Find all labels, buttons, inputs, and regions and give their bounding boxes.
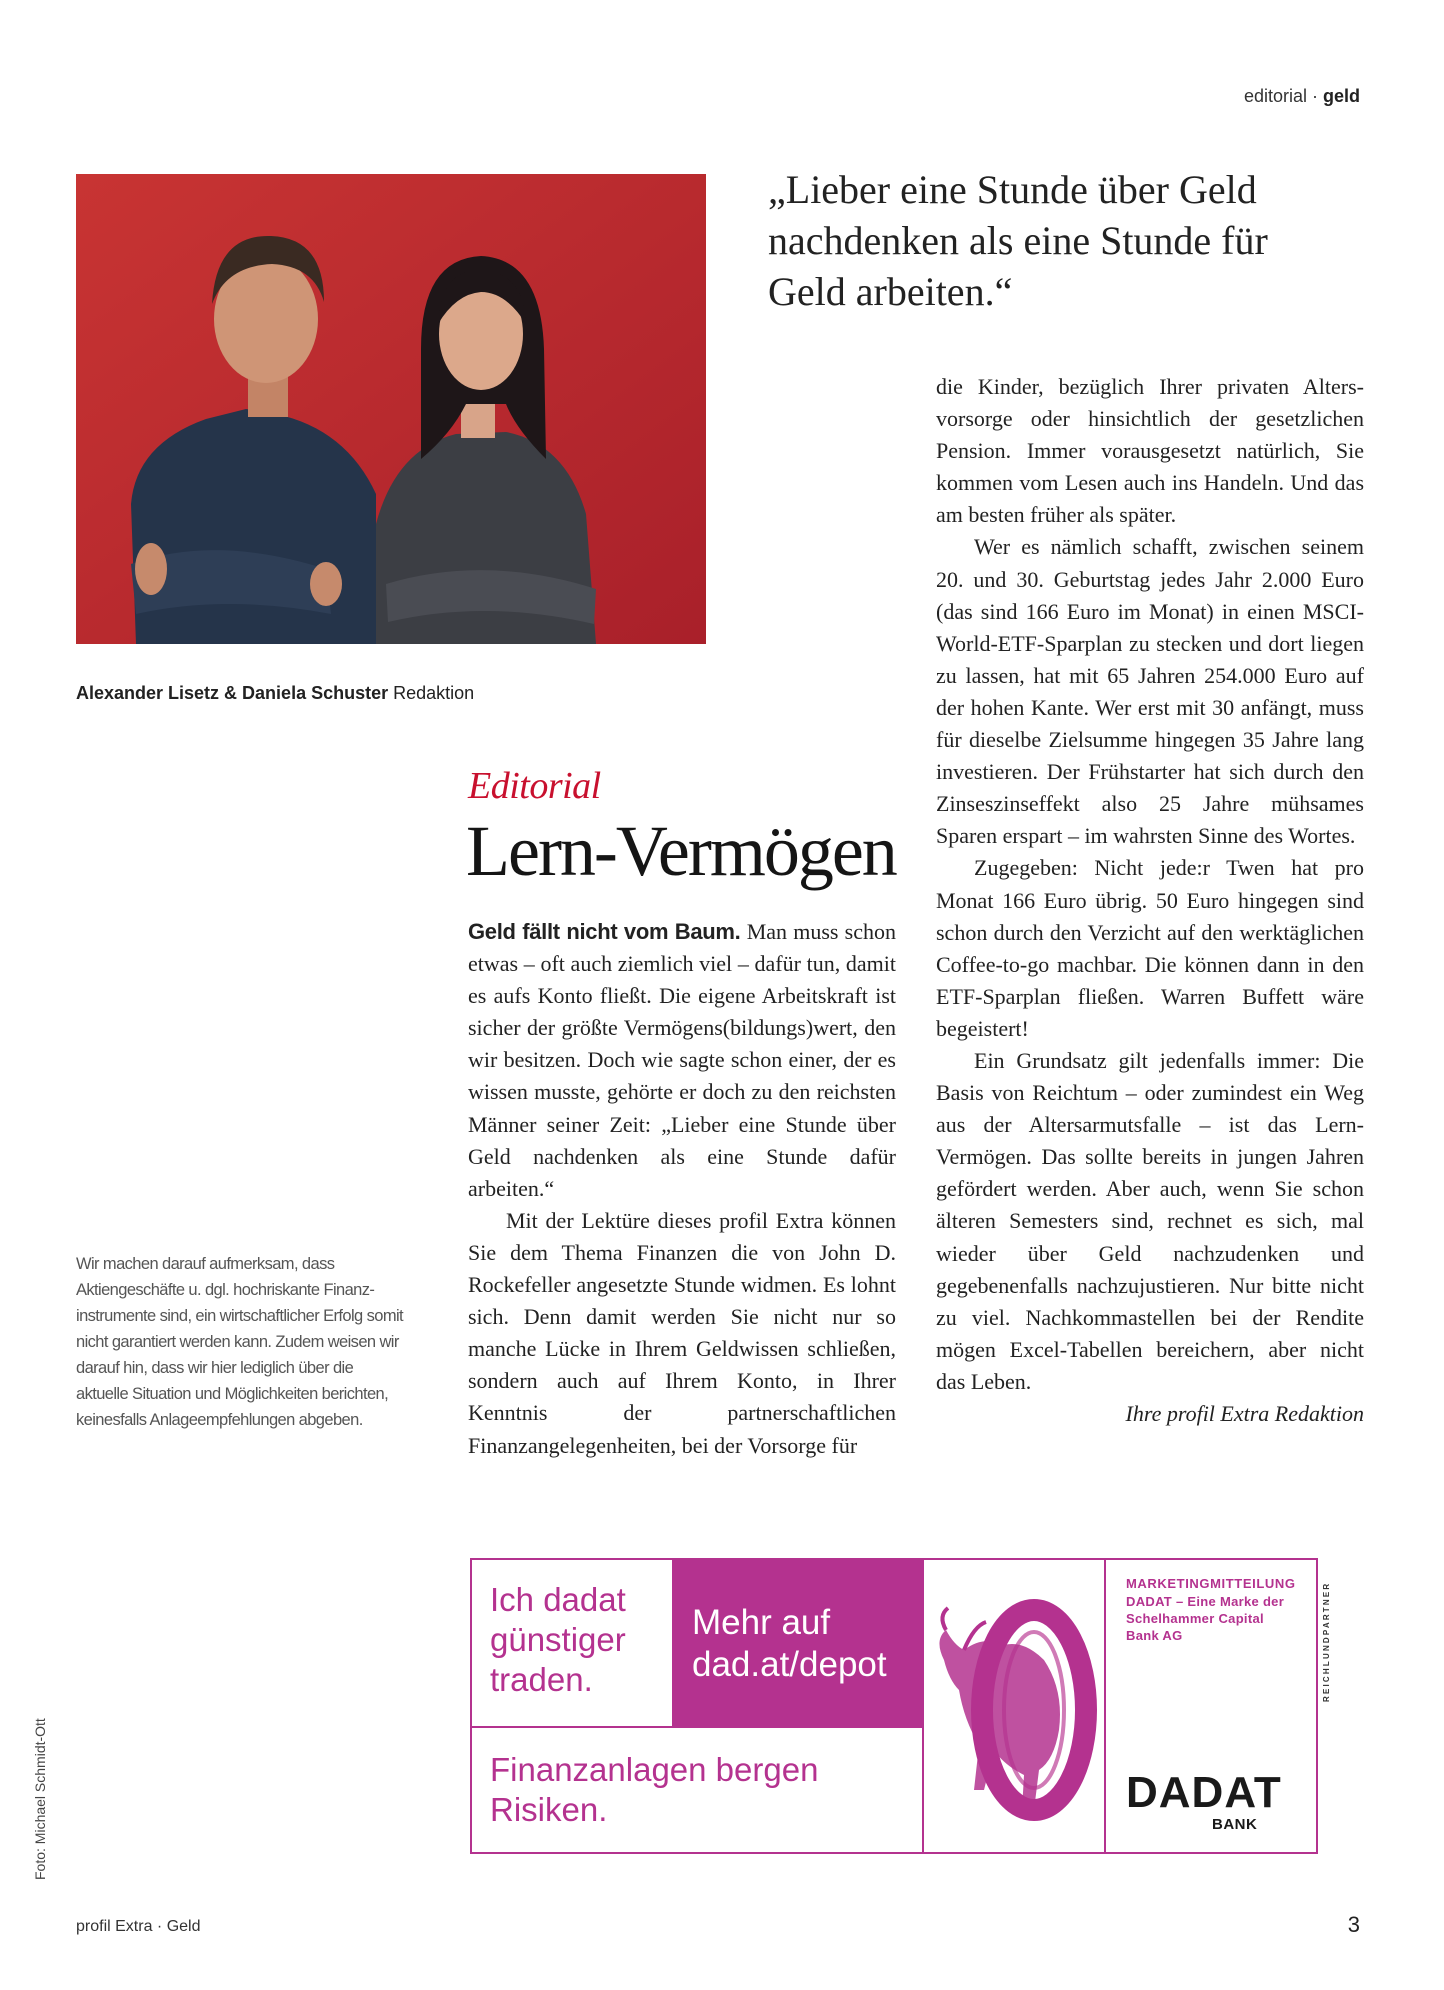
article-paragraph xyxy=(468,916,896,1205)
agency-credit xyxy=(1322,1552,1336,1712)
bull-illustration xyxy=(924,1560,1106,1852)
article-kicker: Editorial xyxy=(468,765,601,807)
ad-cta[interactable]: Mehr auf dad.at/depot xyxy=(674,1560,924,1728)
agency-credit-text: REICHLUNDPARTNER xyxy=(1322,1581,1331,1702)
caption-names: Alexander Lisetz & Daniela Schuster xyxy=(76,683,389,703)
editors-photo xyxy=(76,174,706,644)
ad-risk-notice: Finanzanlagen bergen Risiken. xyxy=(472,1728,924,1852)
section-tag: editorial · geld xyxy=(1243,86,1360,106)
dadat-advertisement[interactable] xyxy=(470,1558,1318,1854)
article-lead: Geld fällt nicht vom Baum. xyxy=(468,919,741,944)
article-paragraph: Mit der Lektüre dieses profil Extra können Sie dem Thema Finanzen die von John D. Rockefeller angesetzte Stunde widmen. Es lohnt sich. Denn damit werden Sie nicht nur so manche Lücke in Ihrem Geldwissen schließen, sondern auch auf Ihrem Konto, in Ihrer Kenntnis der partnerschaftlichen Finanzangelegenheiten, bei der Vorsorge für xyxy=(468,1207,896,1458)
article-paragraph: Wer es nämlich schafft, zwischen seinem 20. und 30. Geburtstag jedes Jahr 2.000 Euro (das sind 166 Euro im Monat) in einen MSCI-World-ETF-Sparplan zu stecken und dort liegen zu lassen, hat mit 65 Jahren 254.000 Euro auf der hohen Kante. Wer erst mit 30 anfängt, muss für dieselbe Zielsumme hingegen 35 Jahre lang investieren. Der Frühstarter hat sich durch den Zinseszinseffekt also 25 Jahre mühsames Sparen erspart – im wahrsten Sinne des Wortes. xyxy=(936,534,1364,849)
article-paragraph: Zugegeben: Nicht jede:r Twen hat pro Monat 166 Euro übrig. 50 Euro hingegen sind schon durch den Verzicht auf den werktäglichen Coffee-to-go machbar. Die können dann in den ETF-Sparplan fließen. Warren Buffett wäre begeistert! xyxy=(936,855,1364,1041)
photo-caption xyxy=(76,683,474,704)
dadat-logo[interactable]: DADAT xyxy=(1126,1768,1282,1817)
article-paragraph-text: Man muss schon etwas – oft auch ziemlich viel – dafür tun, damit es aufs Konto fließt. Die eigene Arbeitskraft ist sicher der größte Vermögens(bildungs)wert, den wir besitzen. Doch wie sagte schon einer, der es wissen musste, gehörte er doch zu den reichsten Männer seiner Zeit: „Lieber eine Stunde über Geld nachdenken als eine Stunde dafür arbeiten.“ xyxy=(468,919,896,1201)
pull-quote: „Lieber eine Stunde über Geld nachdenken als eine Stunde für Geld arbeiten.“ xyxy=(768,167,1268,314)
caption-role: Redaktion xyxy=(393,683,475,703)
ad-slogan: Ich dadat günstiger traden. xyxy=(472,1560,674,1728)
photo-credit: Foto: Michael Schmidt-Ott xyxy=(32,1718,48,1880)
section-topic: geld xyxy=(1322,86,1360,106)
footer-publication: profil Extra · Geld xyxy=(76,1918,201,1935)
section-label: editorial xyxy=(1243,86,1307,106)
article-paragraph: Ein Grundsatz gilt jedenfalls immer: Die Basis von Reichtum – oder zumindest ein Weg aus der Altersarmutsfalle – ist das Lern-Vermögen. Das sollte bereits in jungen Jahren gefördert werden. Aber auch, wenn Sie schon älteren Semesters sind, rechnet es sich, mal wieder über Geld nachzudenken und gegebenenfalls nachzujustieren. Nur bitte nicht zu viel. Nachkommastellen bei der Rendite mögen Excel-Tabellen bereichern, aber nicht das Leben. xyxy=(936,1047,1364,1394)
page-number: 3 xyxy=(1347,1912,1360,1937)
disclaimer: Wir machen darauf aufmerksam, dass Aktiengeschäfte u. dgl. hochriskante Finanzinstrumente sind, ein wirtschaftlicher Erfolg somit nicht garantiert werden kann. Zudem weisen wir darauf hin, dass wir hier lediglich über die aktuelle Situation und Möglichkeiten berichten, keinesfalls Anlageempfehlungen abgeben. xyxy=(76,1255,404,1429)
dadat-logo-bank: BANK xyxy=(1212,1816,1258,1833)
article-headline: Lern-Vermögen xyxy=(466,811,896,891)
ad-brand-note: DADAT – Eine Marke der Schelhammer Capital Bank AG xyxy=(1126,1594,1285,1643)
article-paragraph: die Kinder, bezüglich Ihrer privaten Altersvorsorge oder hinsichtlich der gesetzlichen Pension. Immer vorausgesetzt natürlich, Sie kommen vom Lesen auch ins Handeln. Und das am besten früher als später. xyxy=(936,374,1364,528)
article-signoff: Ihre profil Extra Redaktion xyxy=(1125,1401,1364,1426)
ad-info xyxy=(1106,1560,1316,1852)
article-column-left xyxy=(468,916,896,1462)
article-column-right xyxy=(936,371,1364,1430)
ad-label: MARKETINGMITTEILUNG xyxy=(1126,1576,1296,1591)
